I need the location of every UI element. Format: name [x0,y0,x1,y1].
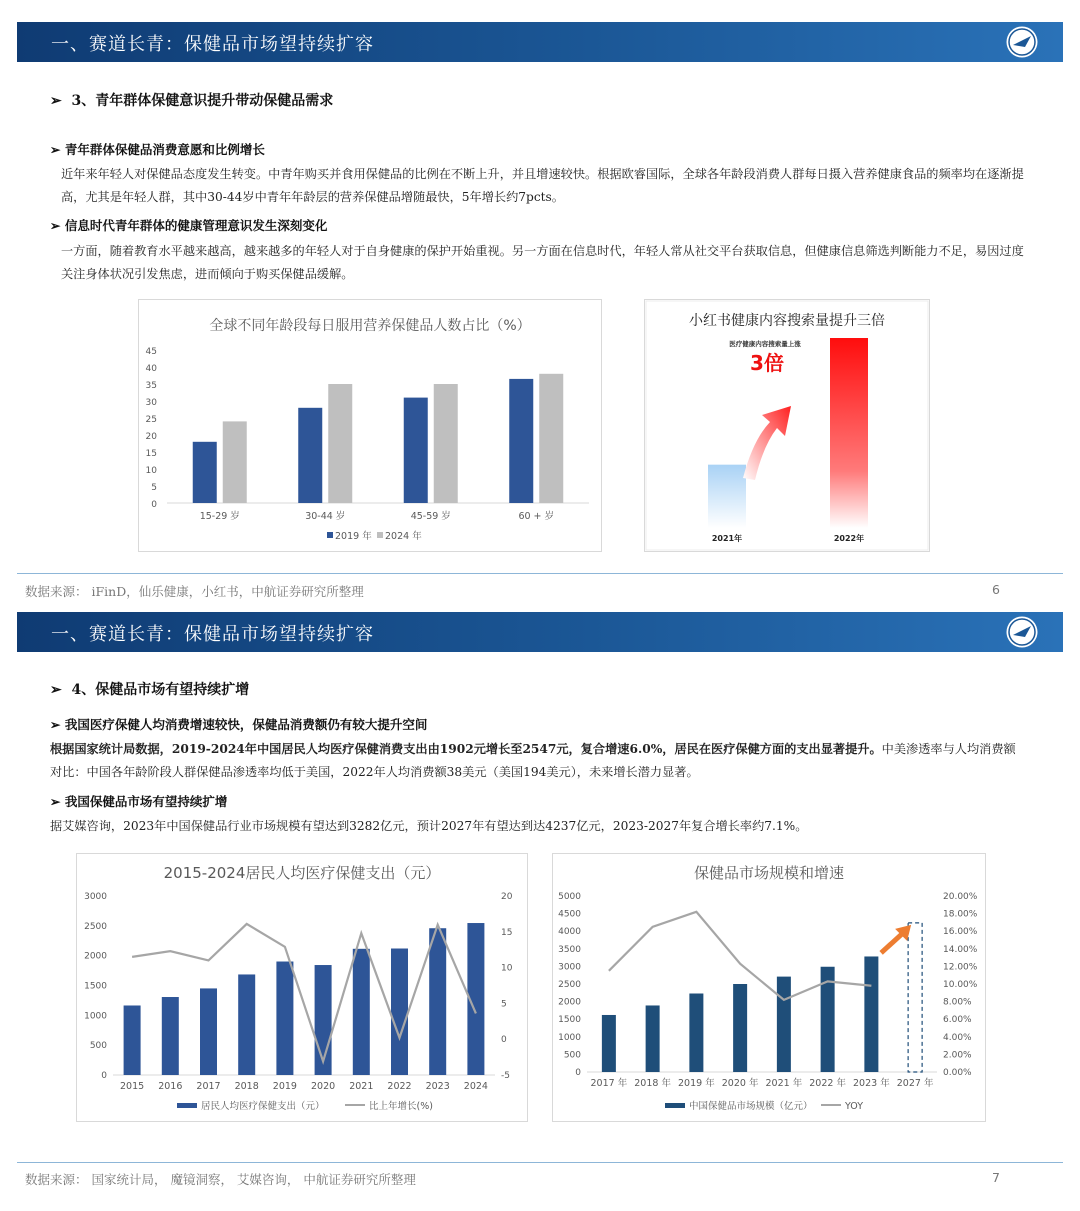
chart3-y-right-tick: 4.00% [943,1032,972,1043]
chart3-bar [689,994,703,1072]
page2-sub2-title: ➢ 我国保健品市场有望持续扩增 [50,794,228,809]
chart3-bar [733,984,747,1072]
chart2-y-right-tick: 15 [501,927,513,938]
chart2-y-right-tick: 5 [501,999,507,1010]
chart1-legend-label: 2019 年 [335,531,372,542]
chart3-title: 保健品市场规模和增速 [693,864,845,882]
per-capita-health-spending-chart-svg [77,854,527,1121]
page2-banner-title: 一、赛道长青：保健品市场望持续扩容 [51,624,374,645]
chart2-x-tick: 2018 [234,1081,259,1092]
chart2-y-left-tick: 3000 [84,892,107,902]
chart1-bar-b [328,384,352,503]
chart2-x-tick: 2022 [387,1081,412,1092]
chart3-y-right-tick: 20.00% [943,892,978,902]
chart2-x-tick: 2023 [425,1081,450,1092]
xhs-bar-2022 [830,338,868,528]
chart2-legend-line-label: 比上年增长(%) [369,1101,433,1112]
chart1-bar-a [193,442,217,503]
page1-banner [17,22,1063,62]
market-size-chart-svg [553,854,985,1121]
chart1-y-tick: 40 [145,364,157,374]
chart2-y-left-tick: 2500 [84,921,107,932]
chart2-bar [276,962,293,1075]
chart3-bar [646,1005,660,1072]
chart1-y-tick: 10 [145,466,157,476]
chart1-bar-b [539,374,563,503]
chart1-legend-swatch [377,532,383,538]
chart2-y-right-tick: 10 [501,963,513,974]
market-size-chart [552,853,986,1122]
chart2-y-right-tick: 20 [501,892,513,902]
chart1-bar-a [509,379,533,503]
chart2-x-tick: 2017 [196,1081,221,1092]
chart1-x-tick: 30-44 岁 [305,511,346,522]
chart3-x-tick: 2018 年 [634,1078,671,1089]
chart2-bar [429,928,446,1075]
chart2-bar [124,1005,141,1075]
page1-page-number: 6 [992,582,1000,597]
page1-sub1-text: 近年来年轻人对保健品态度发生转变。中青年购买并食用保健品的比例在不断上升，并且增速较快。根据欧睿国际，全球各年龄段消费人群每日摄入营养健康食品的频率均在逐渐提高，尤其是年轻人群，其中30-44岁中青年年龄层的营养保健品增随最快，5年增长约7pcts。 [61,167,1024,204]
xhs-x-label-2022: 2022年 [833,534,865,543]
chart2-y-right-tick: -5 [501,1071,510,1081]
page1-sub2-title: ➢ 信息时代青年群体的健康管理意识发生深刻变化 [50,218,328,233]
chart1-bar-a [404,398,428,503]
chart1-y-tick: 25 [145,415,157,425]
page2-banner [17,612,1063,652]
chart1-y-tick: 15 [145,449,157,459]
chart3-x-tick: 2027 年 [896,1078,934,1089]
chart3-y-left-tick: 1000 [558,1032,581,1043]
chart1-y-tick: 30 [145,398,157,408]
page2-sub1-text-rest: 中美渗透率与人均消费额对比：中国各年龄阶段人群保健品渗透率均低于美国，2022年人均消费额38美元（美国194美元），未来增长潜力显著。 [50,742,1016,779]
chart3-legend-bar-label: 中国保健品市场规模（亿元） [689,1101,813,1112]
chart3-y-left-tick: 2500 [558,980,581,990]
chart2-bar [391,949,408,1075]
chart2-y-left-tick: 500 [89,1041,107,1052]
chart1-y-tick: 0 [151,500,157,510]
chart2-x-tick: 2016 [158,1081,183,1092]
chart3-growth-arrow-icon [881,933,903,953]
page2-footer-source: 数据来源： 国家统计局， 魔镜洞察， 艾媒咨询， 中航证券研究所整理 [25,1172,416,1187]
per-capita-health-spending-chart [76,853,528,1122]
chart3-x-tick: 2021 年 [765,1078,803,1089]
page1-sub1-title: ➢ 青年群体保健品消费意愿和比例增长 [50,142,265,157]
page1-footer-source: 数据来源： iFinD，仙乐健康，小红书，中航证券研究所整理 [25,584,364,599]
chart2-y-right-tick: 0 [501,1035,507,1046]
chart1-bar-b [223,421,247,503]
chart3-bar [602,1015,616,1072]
chart3-y-left-tick: 1500 [558,1015,581,1026]
chart3-y-right-tick: 18.00% [943,909,978,920]
chart2-x-tick: 2019 [272,1081,297,1092]
chart1-legend-label: 2024 年 [385,531,422,542]
chart2-yoy-line [132,924,476,1061]
chart1-x-tick: 45-59 岁 [410,511,451,522]
chart1-legend-swatch [327,532,333,538]
chart3-y-left-tick: 3500 [558,944,581,955]
page2-sub2-text: 据艾媒咨询，2023年中国保健品行业市场规模有望达到3282亿元，预计2027年有望达到达4237亿元，2023-2027年复合增长率约7.1%。 [50,819,808,833]
chart1-title: 全球不同年龄段每日服用营养保健品人数占比（%） [209,318,531,334]
chart2-y-left-tick: 1000 [84,1011,107,1022]
chart2-x-tick: 2020 [311,1081,336,1092]
chart3-legend-line-label: YOY [845,1101,864,1112]
page1-footer-divider [17,573,1063,574]
chart3-y-left-tick: 2000 [558,997,581,1008]
age-group-chart [138,299,602,552]
chart3-x-tick: 2020 年 [721,1078,759,1089]
chart3-y-left-tick: 4500 [558,909,581,920]
chart3-legend-bar-swatch [665,1103,685,1108]
chart3-y-right-tick: 2.00% [943,1050,972,1061]
chart3-x-tick: 2022 年 [809,1078,846,1089]
xhs-chart-svg [645,300,929,551]
chart2-x-tick: 2015 [120,1081,145,1092]
avic-logo-icon [1005,25,1039,59]
chart3-y-right-tick: 14.00% [943,944,978,955]
xhs-small-label: 医疗健康内容搜索量上涨 [729,340,801,348]
chart1-y-tick: 5 [151,483,157,493]
xhs-chart [644,299,930,552]
xhs-big-label: 3倍 [750,351,784,375]
chart2-y-left-tick: 0 [101,1071,107,1081]
chart2-title: 2015-2024居民人均医疗保健支出（元） [163,864,441,882]
page1-section-title: ➢ 3、青年群体保健意识提升带动保健品需求 [50,93,334,109]
avic-logo-icon [1005,615,1039,649]
chart3-y-right-tick: 8.00% [943,997,972,1008]
chart3-y-left-tick: 500 [563,1050,581,1061]
xhs-x-label-2021: 2021年 [711,534,743,543]
chart3-x-tick: 2017 年 [590,1078,628,1089]
chart3-y-left-tick: 0 [575,1068,581,1078]
chart1-y-tick: 35 [145,381,157,391]
chart2-bar [353,949,370,1075]
chart3-y-left-tick: 3000 [558,962,581,973]
chart2-bar [162,997,179,1075]
chart3-bar [777,977,791,1072]
page1-sub2-text: 一方面，随着教育水平越来越高，越来越多的年轻人对于自身健康的保护开始重视。另一方面在信息时代，年轻人常从社交平台获取信息，但健康信息筛选判断能力不足，易因过度关注身体状况引发焦虑，进而倾向于购买保健品缓解。 [61,244,1024,281]
chart2-x-tick: 2024 [463,1081,488,1092]
chart1-y-tick: 45 [145,347,157,357]
chart2-y-left-tick: 2000 [84,951,107,962]
chart1-y-tick: 20 [145,432,157,442]
chart3-y-left-tick: 5000 [558,892,581,902]
xhs-bar-2021 [708,465,746,528]
chart2-y-left-tick: 1500 [84,981,107,992]
chart2-legend-bar-label: 居民人均医疗保健支出（元） [201,1101,325,1112]
page2-page-number: 7 [992,1170,1000,1185]
page1-banner-title: 一、赛道长青：保健品市场望持续扩容 [51,34,374,55]
xhs-title: 小红书健康内容搜索量提升三倍 [689,313,885,329]
chart1-x-tick: 15-29 岁 [199,511,240,522]
chart3-bar [864,956,878,1072]
page2-sub1-title: ➢ 我国医疗保健人均消费增速较快，保健品消费额仍有较大提升空间 [50,717,428,732]
chart3-x-tick: 2019 年 [678,1078,715,1089]
chart2-legend-bar-swatch [177,1103,197,1108]
page2-section-title: ➢ 4、保健品市场有望持续扩增 [50,682,250,698]
chart3-bar-forecast [908,923,922,1072]
chart3-y-left-tick: 4000 [558,927,581,938]
chart2-bar [238,974,255,1075]
chart1-x-tick: 60 + 岁 [518,511,555,522]
page2-sub1-text-bold: 根据国家统计局数据，2019-2024年中国居民人均医疗保健消费支出由1902元增长至2547元，复合增速6.0%，居民在医疗保健方面的支出显著提升。 [50,742,882,756]
page2-sub1-text [50,738,1026,784]
chart2-x-tick: 2021 [349,1081,374,1092]
chart1-bar-a [298,408,322,503]
chart3-y-right-tick: 16.00% [943,927,978,938]
age-group-chart-svg [139,300,601,551]
chart3-y-right-tick: 10.00% [943,980,978,990]
chart3-x-tick: 2023 年 [853,1078,890,1089]
chart3-y-right-tick: 6.00% [943,1015,972,1026]
page2-footer-divider [17,1162,1063,1163]
chart2-bar [200,988,217,1075]
chart3-y-right-tick: 0.00% [943,1068,972,1078]
chart1-bar-b [434,384,458,503]
chart3-y-right-tick: 12.00% [943,962,978,973]
